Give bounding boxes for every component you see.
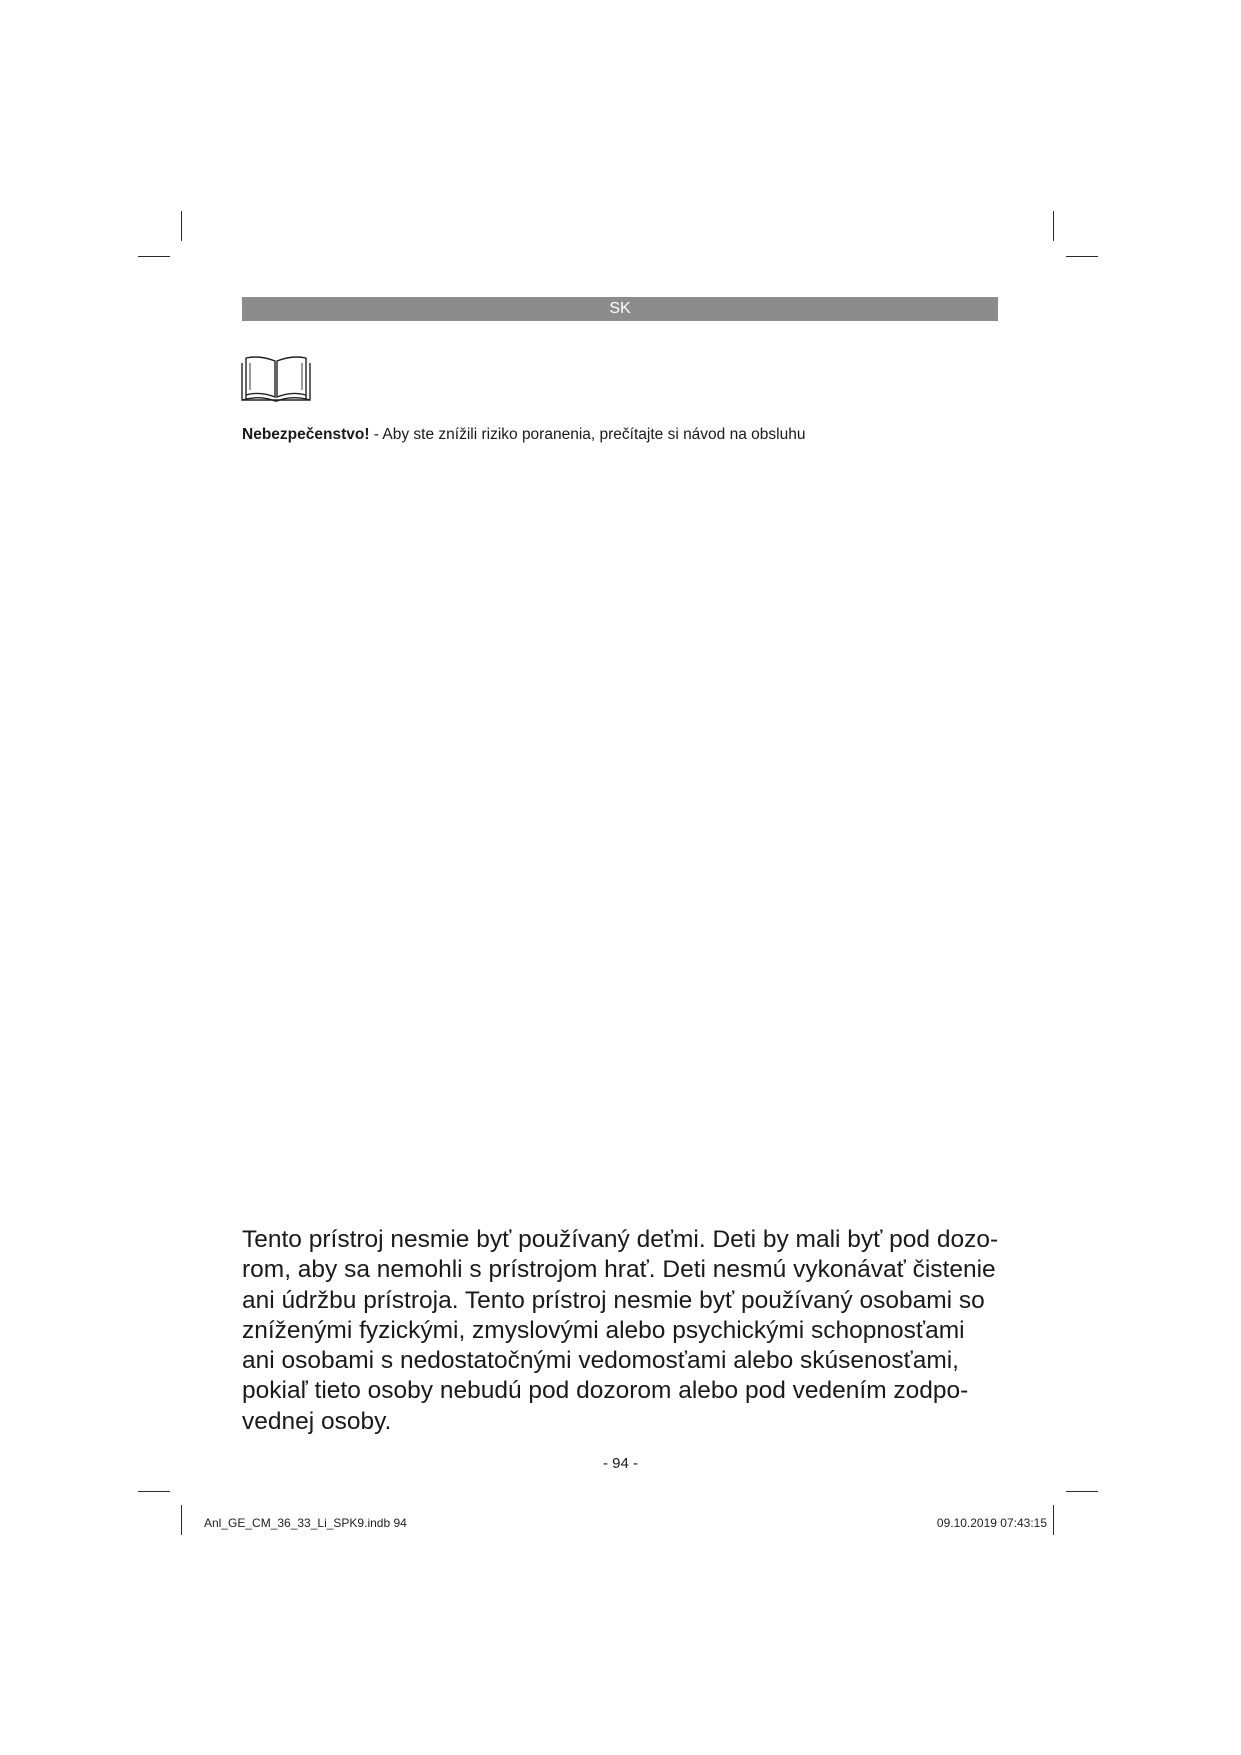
paragraph-line: pokiaľ tieto osoby nebudú pod dozorom alebo pod vedením zodpo- <box>242 1377 969 1405</box>
warning-text <box>242 425 1002 445</box>
paragraph-line: rom, aby sa nemohli s prístrojom hrať. Deti nesmú vykonávať čistenie <box>242 1256 996 1284</box>
safety-paragraph <box>242 1225 998 1437</box>
crop-mark <box>138 1491 170 1492</box>
crop-mark <box>181 211 182 241</box>
language-header-bar <box>242 297 998 321</box>
page-number: - 94 - <box>602 1455 638 1472</box>
warning-label: Nebezpečenstvo! <box>242 426 370 443</box>
paragraph-line: vednej osoby. <box>242 1407 392 1435</box>
manual-book-icon <box>240 355 312 410</box>
footer-datetime: 09.10.2019 07:43:15 <box>936 1516 1047 1530</box>
language-code: SK <box>609 300 631 317</box>
crop-mark <box>1053 1505 1054 1535</box>
paragraph-line: ani osobami s nedostatočnými vedomosťami alebo skúsenosťami, <box>242 1347 959 1375</box>
footer-file-name: Anl_GE_CM_36_33_Li_SPK9.indb 94 <box>204 1516 407 1530</box>
paragraph-line: zníženými fyzickými, zmyslovými alebo psychickými schopnosťami <box>242 1316 965 1344</box>
paragraph-line: ani údržbu prístroja. Tento prístroj nesmie byť používaný osobami so <box>242 1286 985 1314</box>
warning-message: - Aby ste znížili riziko poranenia, prečítajte si návod na obsluhu <box>369 426 806 443</box>
paragraph-line: Tento prístroj nesmie byť používaný deťmi. Deti by mali byť pod dozo- <box>242 1226 999 1253</box>
crop-mark <box>1053 211 1054 241</box>
crop-mark <box>138 256 170 257</box>
crop-mark <box>181 1505 182 1535</box>
crop-mark <box>1066 256 1098 257</box>
crop-mark <box>1066 1491 1098 1492</box>
